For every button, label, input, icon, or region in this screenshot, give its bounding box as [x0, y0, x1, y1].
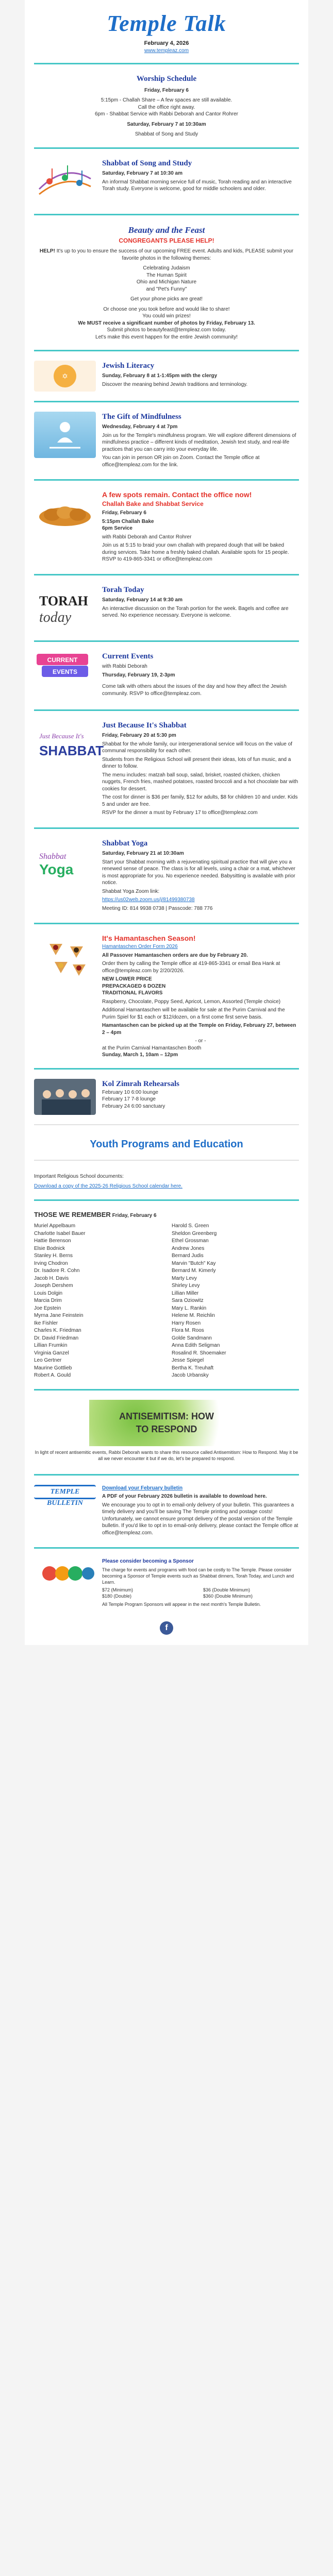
names-column-2 — [172, 1222, 299, 1380]
temple-talk-logo: Temple Talk — [107, 11, 226, 36]
remembered-name: Bernard Judis — [172, 1253, 204, 1259]
event-title: Torah Today — [102, 585, 144, 594]
remembered-name: Marcia Drim — [34, 1298, 62, 1304]
svg-text:SHABBAT: SHABBAT — [39, 743, 104, 759]
youth-section — [25, 1164, 308, 1196]
event-title: Challah Bake and Shabbat Service — [102, 500, 204, 508]
pickup: Hamantaschen can be picked up at the Temple on Friday, February 27, between 2 – 4pm — [102, 1023, 296, 1036]
divider — [34, 479, 299, 481]
remember-names — [34, 1222, 299, 1380]
remembered-name: Joseph Dershem — [34, 1283, 73, 1289]
remembered-name: Jesse Spiegel — [172, 1358, 204, 1364]
facebook-icon[interactable]: f — [160, 1621, 173, 1635]
event-mindfulness — [25, 405, 308, 476]
event-when: Saturday, February 21 at 10:30am — [102, 851, 184, 857]
pickup-sunday: Sunday, March 1, 10am – 12pm — [102, 1052, 178, 1058]
event-description: Start your Shabbat morning with a rejuvenating spiritual practice that will give you a renewed sense of peace. The class is for all levels, using a chair or a mat, whichever is most appropriate for you. No experience needed. Babysitting is available with prior notice. — [102, 859, 295, 886]
event-current — [25, 645, 308, 706]
remembered-name: Charlotte Isabel Bauer — [34, 1230, 86, 1236]
bulletin-p2: We encourage you to opt in to email-only delivery of your bulletin. This guarantees a timely delivery and you'll be saving The Temple printing and postage costs! Unfortunately, we cannot ensure prompt delivery of the postal version of the Temple bulletin. If you'd like to opt in to email-only delivery, please contact the Temple office at office@templeaz.com. — [102, 1502, 298, 1536]
event-description: Discover the meaning behind Jewish traditions and terminology. — [102, 381, 248, 387]
remembered-name: Marty Levy — [172, 1275, 197, 1281]
remembered-name: Elsie Bodnick — [34, 1245, 65, 1251]
event-title: Just Because It's Shabbat — [102, 721, 187, 730]
remembered-name: Sheldon Greenberg — [172, 1230, 217, 1236]
event-kol-zimrah — [25, 1073, 308, 1121]
event-challah — [25, 484, 308, 571]
event-literacy — [25, 354, 308, 398]
event-when: Sunday, February 8 at 1-1:45pm with the clergy — [102, 373, 218, 379]
feast-theme: and "Pet's Funny" — [146, 286, 187, 292]
event-title: The Gift of Mindfulness — [102, 413, 181, 421]
new-price: NEW LOWER PRICE — [102, 976, 152, 982]
rehearsal-date: February 10 6:00 lounge — [102, 1089, 158, 1095]
feast-p3: Or choose one you took before and would like to share! — [103, 306, 230, 312]
event-time1: 5:15pm Challah Bake — [102, 518, 154, 524]
remembered-name: Dr. David Friedman — [34, 1335, 79, 1341]
remembered-name: Bertha K. Treuhaft — [172, 1365, 214, 1371]
event-when: Saturday, February 14 at 9:30 am — [102, 597, 182, 603]
remembered-name: Helene M. Reichlin — [172, 1313, 215, 1319]
just-because-logo — [34, 720, 104, 767]
bulletin-banner — [34, 1485, 96, 1507]
friday-line3: 6pm - Shabbat Service with Rabbi Deborah and Cantor Rohrer — [95, 111, 238, 117]
event-when: Wednesday, February 4 at 7pm — [102, 424, 178, 430]
sponsor-note: All Temple Program Sponsors will appear in the next month's Temple Bulletin. — [102, 1601, 261, 1607]
section-title: Worship Schedule — [136, 74, 197, 83]
order-form-link[interactable]: Hamantaschen Order Form 2026 — [102, 944, 178, 950]
remembered-name: Andrew Jones — [172, 1245, 205, 1251]
event-torah — [25, 579, 308, 637]
website-link[interactable]: www.templeaz.com — [144, 48, 189, 54]
music-notes-image — [34, 158, 96, 205]
event-description: Join us at 5:15 to braid your own challah with prepared dough that will be baked during services. Take home a freshly baked challah. Available spots for 15 people. RSVP to 419-865-3341 or office@templeaz.com — [102, 543, 289, 563]
remembered-name: Charles K. Friedman — [34, 1328, 81, 1334]
challah-image — [34, 490, 96, 536]
antisemitism-section — [25, 1394, 308, 1471]
saturday-label: Saturday, February 7 at 10:30am — [127, 121, 206, 127]
remembered-name: Hattie Berenson — [34, 1238, 71, 1244]
event-with: with Rabbi Deborah and Cantor Rohrer — [102, 534, 192, 540]
remembered-name: Harry Rosen — [172, 1320, 201, 1326]
divider — [34, 1389, 299, 1391]
order-phone: Order them by calling the Temple office at 419-865-3341 or email Bea Hank at office@templeaz.com by 2/20/2026. — [102, 961, 280, 974]
event-title: Current Events — [102, 652, 154, 660]
pickup-or: - or - — [195, 1038, 206, 1044]
bulletin-section — [25, 1479, 308, 1545]
remembered-name: Harold S. Green — [172, 1223, 209, 1229]
youth-heading: Youth Programs and Education — [90, 1138, 243, 1150]
jbs-p3: The menu includes: matzah ball soup, salad, brisket, roasted chicken, chicken nuggets, French fries, mashed potatoes, roasted broccoli and a hot chocolate bar with cookies for dessert. — [102, 772, 298, 792]
remembered-name: Irving Chodron — [34, 1260, 68, 1266]
event-title: It's Hamantaschen Season! — [102, 934, 196, 943]
divider — [34, 1547, 299, 1549]
worship-schedule — [25, 67, 308, 144]
remembered-name: Lillian Frumkin — [34, 1343, 68, 1349]
zoom-meeting: Meeting ID: 814 9938 0738 | Passcode: 788 776 — [102, 905, 213, 911]
remembered-name: Jacob H. Davis — [34, 1275, 69, 1281]
remembered-name: Robert A. Gould — [34, 1372, 71, 1379]
remembered-name: Jacob Urbansky — [172, 1372, 209, 1379]
newsletter-header — [25, 0, 308, 60]
divider — [34, 709, 299, 711]
svg-text:TORAH: TORAH — [39, 593, 88, 608]
jbs-p1: Shabbat for the whole family, our intergenerational service will focus on the value of communal responsibility for each other. — [102, 741, 292, 754]
flavors: Raspberry, Chocolate, Poppy Seed, Apricot, Lemon, Assorted (Temple choice) — [102, 998, 281, 1005]
divider — [34, 147, 299, 149]
event-description: Join us for the Temple's mindfulness program. We will explore different dimensions of mindfulness practice – different kinds of meditation, Jewish text study, and real-life practices that you can carry into your everyday life. — [102, 432, 296, 452]
banner-text: ANTISEMITISM: HOW TO RESPOND — [119, 1411, 214, 1434]
sponsor-title: Please consider becoming a Sponsor — [102, 1558, 194, 1565]
traditional: TRADITIONAL FLAVORS — [102, 990, 163, 996]
divider — [34, 574, 299, 575]
svg-text:Yoga: Yoga — [39, 861, 74, 877]
remember-date: Friday, February 6 — [112, 1212, 157, 1218]
youth-note: Important Religious School documents: — [34, 1173, 124, 1179]
sponsor-levels — [102, 1587, 299, 1599]
remembered-name: Ethel Grossman — [172, 1238, 209, 1244]
event-alert: A few spots remain. Contact the office now! — [102, 490, 252, 499]
divider — [34, 1474, 299, 1476]
prepackaged: PREPACKAGED 6 DOZEN — [102, 983, 166, 989]
saturday-line: Shabbat of Song and Study — [135, 131, 198, 138]
remembered-name: Maurine Gottlieb — [34, 1365, 72, 1371]
antisemitism-banner — [89, 1400, 244, 1446]
divider — [34, 1199, 299, 1201]
svg-text:CURRENT: CURRENT — [47, 656, 78, 664]
sponsor-image — [34, 1558, 96, 1589]
feast-subtitle: CONGREGANTS PLEASE HELP! — [119, 236, 214, 244]
svg-text:EVENTS: EVENTS — [52, 668, 78, 675]
order-text: All Passover Hamantaschen orders are due by February 20. — [102, 952, 248, 958]
divider — [34, 1068, 299, 1070]
footer — [25, 1615, 308, 1645]
divider — [34, 350, 299, 351]
event-when: Thursday, February 19, 2-3pm — [102, 672, 175, 678]
torah-today-logo — [34, 585, 96, 631]
event-title: Jewish Literacy — [102, 362, 155, 370]
remembered-name: Louis Dolgin — [34, 1290, 63, 1296]
feast-p6: Submit photos to beautyfeast@templeaz.com today. — [107, 327, 226, 333]
friday-line2: Call the office right away. — [138, 104, 195, 110]
remembered-name: Leo Gertner — [34, 1358, 62, 1364]
svg-text:Shabbat: Shabbat — [39, 852, 66, 861]
feast-p7: Let's make this event happen for the entire Jewish community! — [95, 334, 238, 340]
feast-p5: We MUST receive a significant number of photos by Friday, February 13. — [78, 320, 255, 326]
literacy-image — [34, 361, 96, 392]
remembered-name: Virginia Ganzel — [34, 1350, 69, 1356]
mindfulness-image — [34, 412, 96, 458]
event-description: An interactive discussion on the Torah portion for the week. Bagels and coffee are served. No experience necessary. Everyone is welcome. — [102, 605, 289, 619]
feast-theme: Celebrating Judaism — [143, 265, 190, 272]
event-shabbat-song — [25, 152, 308, 211]
event-when: Friday, February 20 at 5:30 pm — [102, 733, 176, 739]
additional: Additional Hamantaschen will be available for sale at the Purim Carnival and the Purim Spiel for $1 each or $12/dozen, on a first come first serve basis. — [102, 1007, 285, 1020]
divider — [34, 1160, 299, 1161]
sponsor-level: $36 (Double Minimum) — [203, 1587, 251, 1593]
feast-help: HELP! — [39, 248, 55, 255]
zoom-label: Shabbat Yoga Zoom link: — [102, 888, 160, 894]
remembered-name: Myrna Jane Feinstein — [34, 1313, 84, 1319]
feast-p1: It's up to you to ensure the success of our upcoming FREE event. Adults and kids, PLEASE submit your favorite photos in the following themes: — [56, 248, 294, 261]
newsletter-card — [25, 0, 308, 1645]
rehearsal-date: February 17 7-8 lounge — [102, 1096, 156, 1103]
event-yoga — [25, 832, 308, 920]
sponsor-level: $72 (Minimum) — [102, 1587, 134, 1593]
zoom-link[interactable]: https://us02web.zoom.us/j/81499380738 — [102, 897, 195, 903]
event-title: Shabbat of Song and Study — [102, 159, 192, 167]
event-when: Saturday, February 7 at 10:30 am — [102, 171, 182, 177]
those-we-remember — [25, 1204, 308, 1386]
remembered-name: Lillian Miller — [172, 1290, 199, 1296]
beauty-feast — [25, 218, 308, 347]
feast-title: Beauty and the Feast — [128, 225, 205, 235]
divider — [34, 214, 299, 215]
event-hamantaschen — [25, 927, 308, 1064]
issue-date: February 4, 2026 — [144, 40, 189, 47]
event-description2: You can join in person OR join on Zoom. Contact the Temple office at office@templeaz.com for the link. — [102, 455, 260, 468]
bulletin-link[interactable]: Download your February bulletin — [102, 1485, 183, 1491]
event-description: Come talk with others about the issues of the day and how they affect the Jewish community. RSVP to office@templeaz.com. — [102, 684, 287, 697]
antisemitism-text: In light of recent antisemitic events, Rabbi Deborah wants to share this resource called Antisemitism: How to Respond. May it be all we never encounter it but if we do, let's be prepared to respond. — [35, 1449, 298, 1461]
event-with: with Rabbi Deborah — [102, 664, 147, 670]
divider — [34, 827, 299, 829]
hamantaschen-image — [34, 934, 96, 985]
remembered-name: Muriel Appelbaum — [34, 1223, 76, 1229]
remembered-name: Stanley H. Berns — [34, 1253, 73, 1259]
bulletin-banner-text: TEMPLE BULLETIN — [47, 1487, 83, 1507]
remember-title: THOSE WE REMEMBER — [34, 1210, 111, 1218]
jbs-p5: RSVP for the dinner a must by February 17 to office@templeaz.com — [102, 810, 258, 816]
event-description: An informal Shabbat morning service full of music, Torah reading and an interactive Torah study. Everyone is welcome, good for middle schoolers and older. — [102, 179, 292, 192]
divider — [34, 401, 299, 402]
remembered-name: Flora M. Roos — [172, 1328, 204, 1334]
sponsor-level: $360 (Double Minimum) — [203, 1594, 253, 1599]
choir-image — [34, 1079, 96, 1115]
friday-label: Friday, February 6 — [144, 87, 189, 93]
remembered-name: Ike Fishler — [34, 1320, 58, 1326]
event-jbs — [25, 714, 308, 824]
remembered-name: Shirley Levy — [172, 1283, 200, 1289]
event-title: Kol Zimrah Rehearsals — [102, 1079, 179, 1088]
svg-text:today: today — [39, 609, 72, 625]
svg-text:✡: ✡ — [62, 372, 68, 381]
bulletin-text: A PDF of your February 2026 bulletin is available to download here. — [102, 1494, 267, 1500]
sponsor-text: The charge for events and programs with food can be costly to The Temple. Please consider becoming a Sponsor of Temple events such as Shabbat dinners, Torah Today, and Lunch and Learn. — [102, 1567, 294, 1585]
remembered-name: Rosalind R. Shoemaker — [172, 1350, 226, 1356]
divider — [34, 1124, 299, 1125]
divider — [34, 640, 299, 642]
remembered-name: Joe Epstein — [34, 1305, 61, 1311]
remembered-name: Bernard M. Kimerly — [172, 1268, 216, 1274]
divider — [34, 63, 299, 64]
remembered-name: Mary L. Rankin — [172, 1305, 207, 1311]
remembered-name: Dr. Isadore R. Cohn — [34, 1268, 80, 1274]
event-date: Friday, February 6 — [102, 510, 146, 516]
jbs-p2: Students from the Religious School will present their ideas, lots of fun music, and a dinner to follow. — [102, 756, 291, 770]
names-column-1 — [34, 1222, 161, 1380]
remembered-name: Anna Edith Seligman — [172, 1343, 220, 1349]
friday-line1: 5:15pm - Challah Share – A few spaces are still available. — [101, 97, 232, 104]
svg-text:Just Because It's: Just Because It's — [39, 732, 84, 740]
pickup-at: at the Purim Carnival Hamantaschen Booth — [102, 1045, 202, 1051]
remembered-name: Marvin "Butch" Kay — [172, 1260, 216, 1266]
calendar-link[interactable]: Download a copy of the 2025-26 Religious School calendar here. — [34, 1183, 182, 1190]
remembered-name: Sara Oziowitz — [172, 1298, 204, 1304]
sponsor-level: $180 (Double) — [102, 1594, 132, 1599]
rehearsal-date: February 24 6:00 sanctuary — [102, 1103, 165, 1109]
current-events-image — [34, 651, 96, 680]
shabbat-yoga-logo — [34, 838, 96, 885]
event-time2: 6pm Service — [102, 526, 132, 532]
sponsor-section — [25, 1552, 308, 1615]
divider — [34, 923, 299, 924]
feast-theme: The Human Spirit — [146, 272, 187, 278]
feast-p4: You could win prizes! — [142, 313, 191, 319]
event-title: Shabbat Yoga — [102, 839, 148, 848]
feast-theme: Ohio and Michigan Nature — [136, 279, 197, 285]
feast-p2: Get your phone picks are great! — [130, 296, 203, 302]
jbs-p4: The cost for dinner is $36 per family, $12 for adults, $8 for children 10 and under. Kids 5 and under are free. — [102, 794, 298, 807]
remembered-name: Golde Sandmann — [172, 1335, 212, 1341]
